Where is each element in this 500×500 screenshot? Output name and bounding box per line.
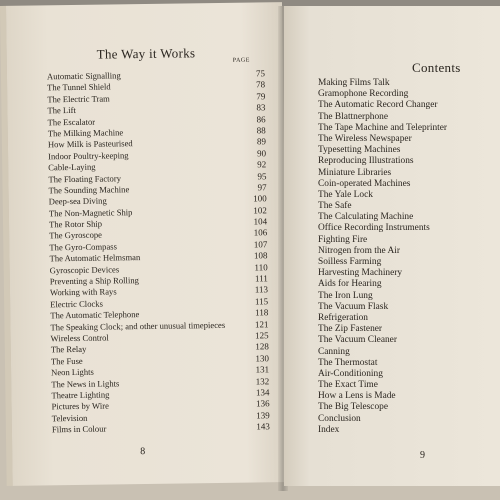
toc-entry-page: 132 [255, 375, 270, 387]
toc-entry-title: Indoor Poultry-keeping [48, 149, 129, 162]
toc-entry: The Iron Lung [318, 290, 373, 301]
toc-entry-page: 136 [256, 398, 270, 409]
toc-entry: The Tape Machine and Teleprinter [318, 122, 448, 133]
toc-entry-page: 102 [253, 204, 267, 216]
toc-entry-title: The Gyro-Compass [49, 241, 117, 253]
toc-entry: Coin-operated Machines [318, 178, 411, 189]
toc-entry: Aids for Hearing [318, 279, 382, 290]
toc-entry-title: Pictures by Wire [51, 400, 109, 412]
toc-entry-title: The Electric Tram [47, 93, 110, 105]
toc-entry-title: How Milk is Pasteurised [47, 138, 133, 150]
toc-entry-page: 95 [257, 170, 267, 181]
page-column-header: PAGE [232, 57, 250, 64]
toc-entry: Conclusion [318, 413, 361, 424]
left-folio: 8 [140, 446, 146, 458]
toc-entry-page: 130 [255, 353, 270, 364]
toc-entry-title: Television [51, 412, 88, 424]
toc-entry-page: 104 [253, 216, 268, 227]
toc-entry: The Big Telescope [318, 402, 388, 413]
toc-entry-page: 121 [254, 318, 269, 330]
toc-entry: The Thermostat [318, 357, 378, 368]
toc-entry-title: The Tunnel Shield [47, 81, 111, 93]
open-book [0, 6, 500, 500]
toc-entry-title: The Automatic Helmsman [49, 252, 141, 264]
toc-entry: Reproducing Illustrations [318, 156, 414, 167]
toc-entry-page: 143 [256, 421, 270, 432]
toc-entry-page: 83 [256, 102, 266, 113]
toc-entry: Refrigeration [318, 312, 368, 323]
toc-entry: Office Recording Instruments [318, 223, 430, 234]
toc-entry-title: The Automatic Telephone [50, 309, 140, 321]
toc-entry: Gramophone Recording [318, 89, 409, 100]
toc-entry-title: The Fuse [50, 355, 83, 367]
right-folio: 9 [420, 450, 425, 461]
toc-entry-page: 78 [256, 79, 266, 90]
toc-entry-title: Deep-sea Diving [48, 195, 107, 207]
toc-entry-title: Preventing a Ship Rolling [49, 275, 139, 287]
toc-entry-page: 88 [256, 125, 266, 136]
toc-entry-page: 125 [255, 330, 269, 341]
toc-entry-page: 139 [256, 409, 270, 421]
toc-entry-title: Films in Colour [51, 423, 107, 435]
toc-entry: The Wireless Newspaper [318, 133, 412, 144]
toc-entry-page: 128 [255, 341, 269, 352]
toc-entry: The Vacuum Cleaner [318, 335, 397, 346]
toc-entry: Miniature Libraries [318, 167, 392, 178]
toc-entry-page: 75 [255, 68, 266, 79]
toc-entry-page: 113 [254, 284, 269, 295]
toc-entry-page: 90 [257, 148, 267, 159]
toc-entry: Canning [318, 346, 350, 357]
toc-entry-title: Gyroscopic Devices [49, 264, 120, 275]
toc-entry-page: 106 [253, 227, 268, 238]
toc-entry: The Blattnerphone [318, 111, 389, 122]
left-contents-list [47, 68, 282, 436]
toc-entry-title: The News in Lights [51, 377, 120, 389]
left-page [0, 2, 289, 486]
toc-entry-title: The Rotor Ship [48, 218, 103, 230]
toc-entry-page: 108 [253, 250, 268, 261]
toc-entry-page: 100 [253, 193, 267, 204]
toc-entry-page: 86 [256, 113, 266, 124]
right-running-title: Contents [412, 60, 461, 75]
toc-entry: How a Lens is Made [318, 391, 396, 402]
toc-entry-page: 118 [255, 307, 269, 318]
toc-entry-page: 92 [257, 159, 267, 170]
left-running-title: The Way it Works [96, 45, 196, 62]
toc-entry: Typesetting Machines [318, 145, 401, 156]
toc-entry-page: 111 [254, 273, 268, 284]
toc-entry-page: 115 [254, 296, 269, 307]
toc-entry-title: The Floating Factory [48, 172, 122, 184]
toc-entry-title: Wireless Control [50, 332, 109, 344]
toc-entry: Harvesting Machinery [318, 268, 403, 279]
toc-entry-title: The Relay [50, 344, 87, 355]
toc-entry-page: 131 [255, 364, 270, 375]
toc-entry-title: The Speaking Clock; and other unusual timepieces [50, 319, 226, 332]
toc-entry: The Zip Fastener [318, 324, 383, 335]
toc-entry-title: The Sounding Machine [48, 184, 130, 196]
toc-entry-page: 79 [256, 91, 266, 102]
toc-entry: The Automatic Record Changer [318, 100, 438, 111]
toc-entry-title: Electric Clocks [50, 298, 103, 310]
toc-entry: Fighting Fire [318, 234, 368, 245]
toc-entry-title: Neon Lights [51, 366, 94, 378]
toc-entry: Nitrogen from the Air [318, 245, 401, 256]
toc-entry-title: The Lift [47, 105, 76, 116]
toc-entry-title: The Non-Magnetic Ship [48, 206, 133, 219]
toc-entry-page: 97 [257, 182, 267, 193]
toc-entry-title: The Escalator [47, 116, 96, 127]
toc-entry: The Calculating Machine [318, 212, 414, 223]
toc-entry: Air-Conditioning [318, 368, 383, 379]
toc-entry-page: 134 [255, 387, 270, 398]
toc-entry-title: Working with Rays [49, 286, 117, 298]
toc-entry-title: Theatre Lighting [51, 389, 110, 401]
toc-entry [52, 421, 282, 436]
toc-entry: The Exact Time [318, 380, 378, 391]
toc-entry: The Safe [318, 201, 352, 212]
toc-entry: Soilless Farming [318, 257, 382, 267]
toc-entry-title: Automatic Signalling [46, 70, 121, 82]
right-page [284, 6, 500, 486]
toc-entry: Making Films Talk [318, 78, 390, 88]
right-contents-list [318, 78, 498, 436]
toc-entry-title: The Gyroscope [49, 230, 103, 241]
toc-entry: The Vacuum Flask [318, 301, 389, 312]
toc-entry-title: Cable-Laying [48, 161, 96, 173]
toc-entry: The Yale Lock [318, 189, 373, 200]
toc-entry-page: 110 [254, 261, 268, 273]
toc-entry: Index [318, 424, 340, 435]
toc-entry-page: 89 [256, 136, 266, 147]
toc-entry-title: The Milking Machine [47, 127, 124, 139]
toc-entry-page: 107 [253, 239, 268, 250]
